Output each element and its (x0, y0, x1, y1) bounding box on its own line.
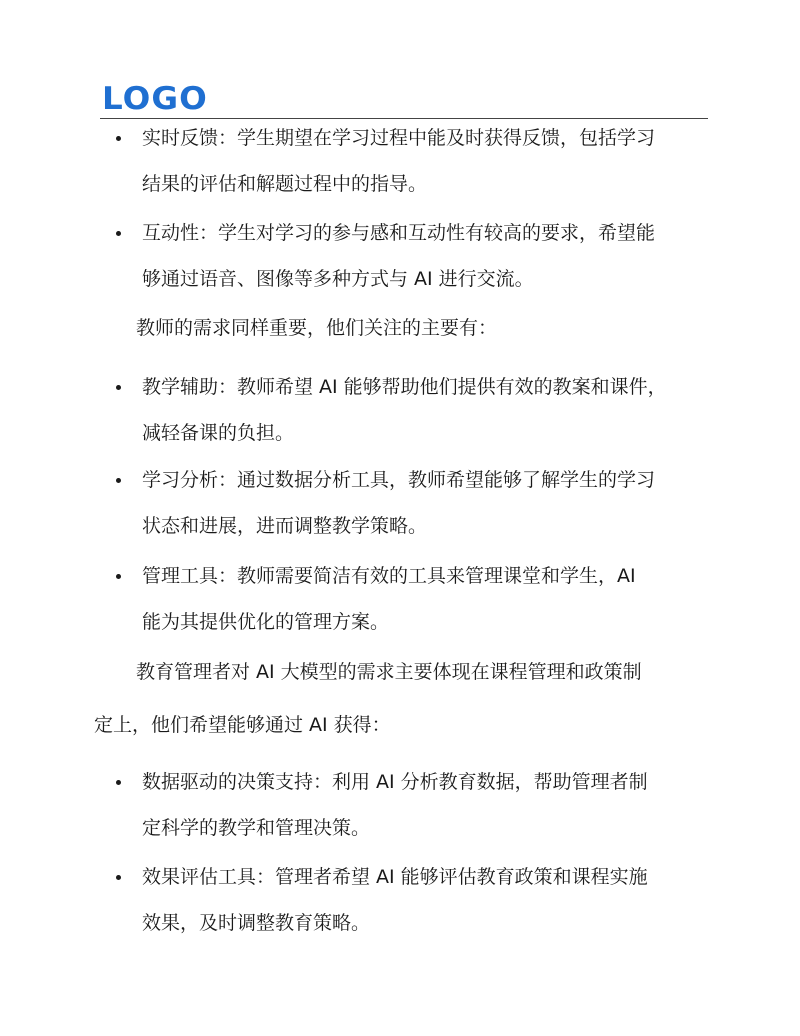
list-item-line: 教学辅助：教师希望 AI 能够帮助他们提供有效的教案和课件， (142, 376, 667, 398)
bullet-icon (116, 385, 121, 390)
page-header (100, 82, 708, 119)
list-item-line: 减轻备课的负担。 (142, 422, 295, 444)
list-item-line: 结果的评估和解题过程中的指导。 (142, 173, 428, 195)
list-item-line: 实时反馈：学生期望在学习过程中能及时获得反馈，包括学习 (142, 127, 656, 149)
list-item-line: 效果，及时调整教育策略。 (142, 912, 371, 934)
paragraph-text: 定上，他们希望能够通过 AI 获得： (94, 714, 391, 736)
bullet-icon (116, 231, 121, 236)
bullet-icon (116, 875, 121, 880)
list-item-line: 互动性：学生对学习的参与感和互动性有较高的要求，希望能 (142, 222, 656, 244)
bullet-icon (116, 136, 121, 141)
list-item-line: 数据驱动的决策支持：利用 AI 分析教育数据，帮助管理者制 (142, 771, 648, 793)
list-item-line: 管理工具：教师需要简洁有效的工具来管理课堂和学生，AI (142, 565, 636, 587)
bullet-icon (116, 780, 121, 785)
bullet-icon (116, 574, 121, 579)
list-item-line: 定科学的教学和管理决策。 (142, 817, 371, 839)
list-item-line: 能为其提供优化的管理方案。 (142, 611, 390, 633)
logo: LOGO (102, 81, 208, 117)
list-item-line: 状态和进展，进而调整教学策略。 (142, 515, 428, 537)
paragraph-text: 教育管理者对 AI 大模型的需求主要体现在课程管理和政策制 (136, 661, 642, 683)
list-item-line: 够通过语音、图像等多种方式与 AI 进行交流。 (142, 268, 534, 290)
bullet-icon (116, 478, 121, 483)
paragraph-text: 教师的需求同样重要，他们关注的主要有： (136, 317, 498, 339)
list-item-line: 效果评估工具：管理者希望 AI 能够评估教育政策和课程实施 (142, 866, 648, 888)
list-item-line: 学习分析：通过数据分析工具，教师希望能够了解学生的学习 (142, 469, 656, 491)
